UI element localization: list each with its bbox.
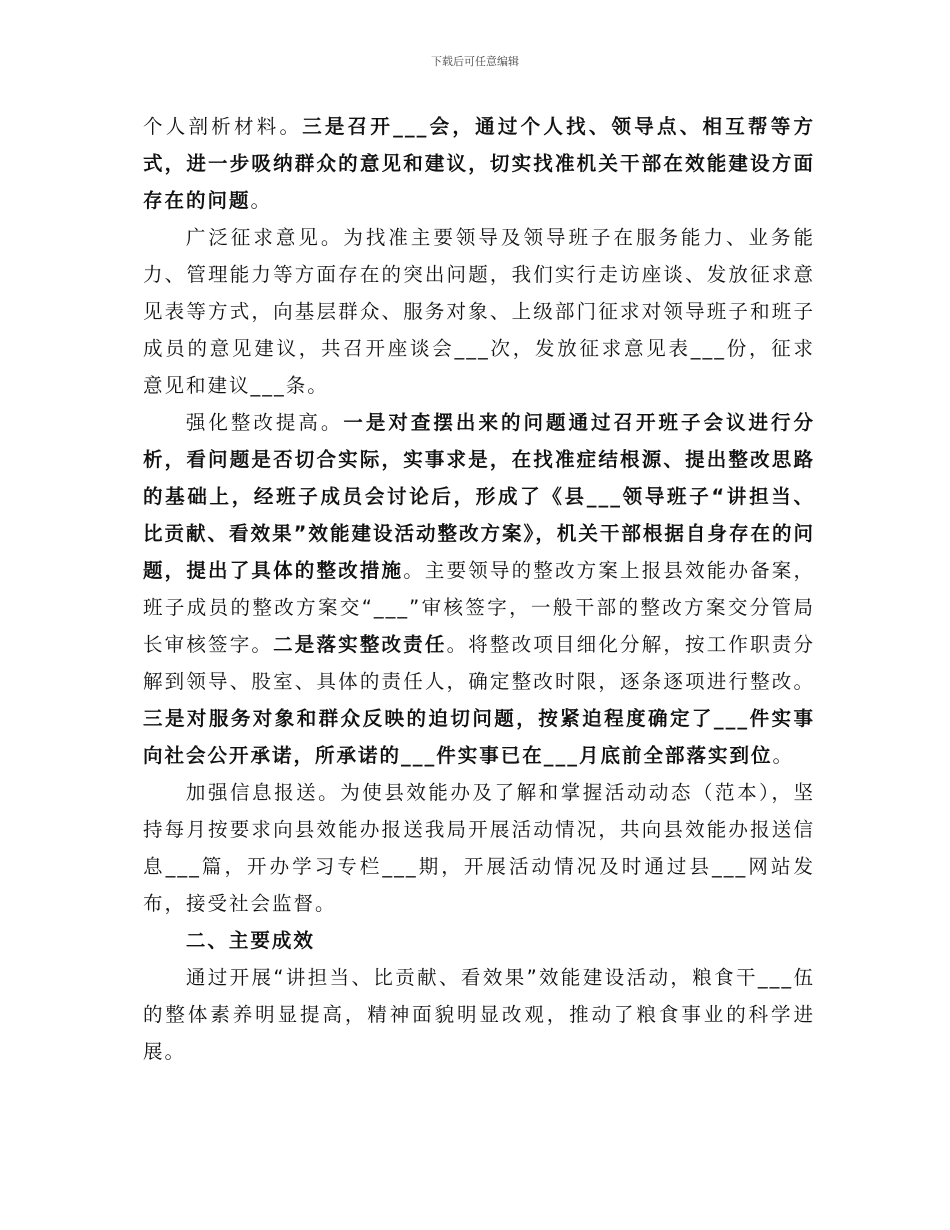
document-body [143, 108, 815, 1070]
text-segment: 加强信息报送。为使县效能办及了解和掌握活动动态（范本），坚持每月按要求向县效能办报送我局开展活动情况，共向县效能办报送信息___篇，开办学习专栏___期，开展活动情况及时通过县___网站发布，接受社会监督。 [143, 781, 815, 915]
text-segment-bold: 二是落实整改责任 [273, 633, 447, 656]
section-heading: 二、主要成效 [185, 929, 315, 952]
text-segment: 强化整改提高。 [185, 411, 344, 434]
text-segment: 。 [772, 744, 795, 767]
paragraph-rectification [143, 404, 815, 774]
paragraph-self-analysis [143, 108, 815, 219]
text-segment: 。将整改项目细化分解，按工作职责分解到领导、股室、具体的责任人，确定整改时限，逐条逐项进行整改。 [143, 633, 815, 693]
paragraph-solicit-opinions [143, 219, 815, 404]
paragraph-results: 通过开展“讲担当、比贡献、看效果”效能建设活动，粮食干___伍的整体素养明显提高，精神面貌明显改观，推动了粮食事业的科学进展。 [143, 966, 815, 1063]
text-segment-bold: 一是对查摆出来的问题通过召开班子会议进行分析，看问题是否切合实际，实事求是，在找准症结根源、提出整改思路的基础上，经班子成员会讨论后，形成了《县___领导班子“讲担当、比贡献、看效果”效能建设活动整改方案》，机关干部根据自身存在的问题，提出了具体的整改措施 [143, 411, 815, 582]
text-segment: 。 [250, 189, 273, 212]
text-segment: 个人剖析材料。 [143, 115, 303, 138]
page-header: 下载后可任意编辑 [431, 55, 519, 68]
text-segment-bold: 三是对服务对象和群众反映的迫切问题，按紧迫程度确定了___件实事向社会公开承诺，所承诺的___件实事已在___月底前全部落实到位 [143, 707, 815, 767]
paragraph-info-reporting [143, 774, 815, 922]
text-segment: 。主要领导的整改方案上报县效能办备案，班子成员的整改方案交“___”审核签字，一般干部的整改方案交分管局长审核签字。 [143, 559, 815, 656]
text-segment-bold: 三是召开___会，通过个人找、领导点、相互帮等方式，进一步吸纳群众的意见和建议，切实找准机关干部在效能建设方面存在的问题 [143, 115, 815, 212]
text-segment: 广泛征求意见。为找准主要领导及领导班子在服务能力、业务能力、管理能力等方面存在的突出问题，我们实行走访座谈、发放征求意见表等方式，向基层群众、服务对象、上级部门征求对领导班子和班子成员的意见建议，共召开座谈会___次，发放征求意见表___份，征求意见和建议___条。 [143, 226, 815, 397]
